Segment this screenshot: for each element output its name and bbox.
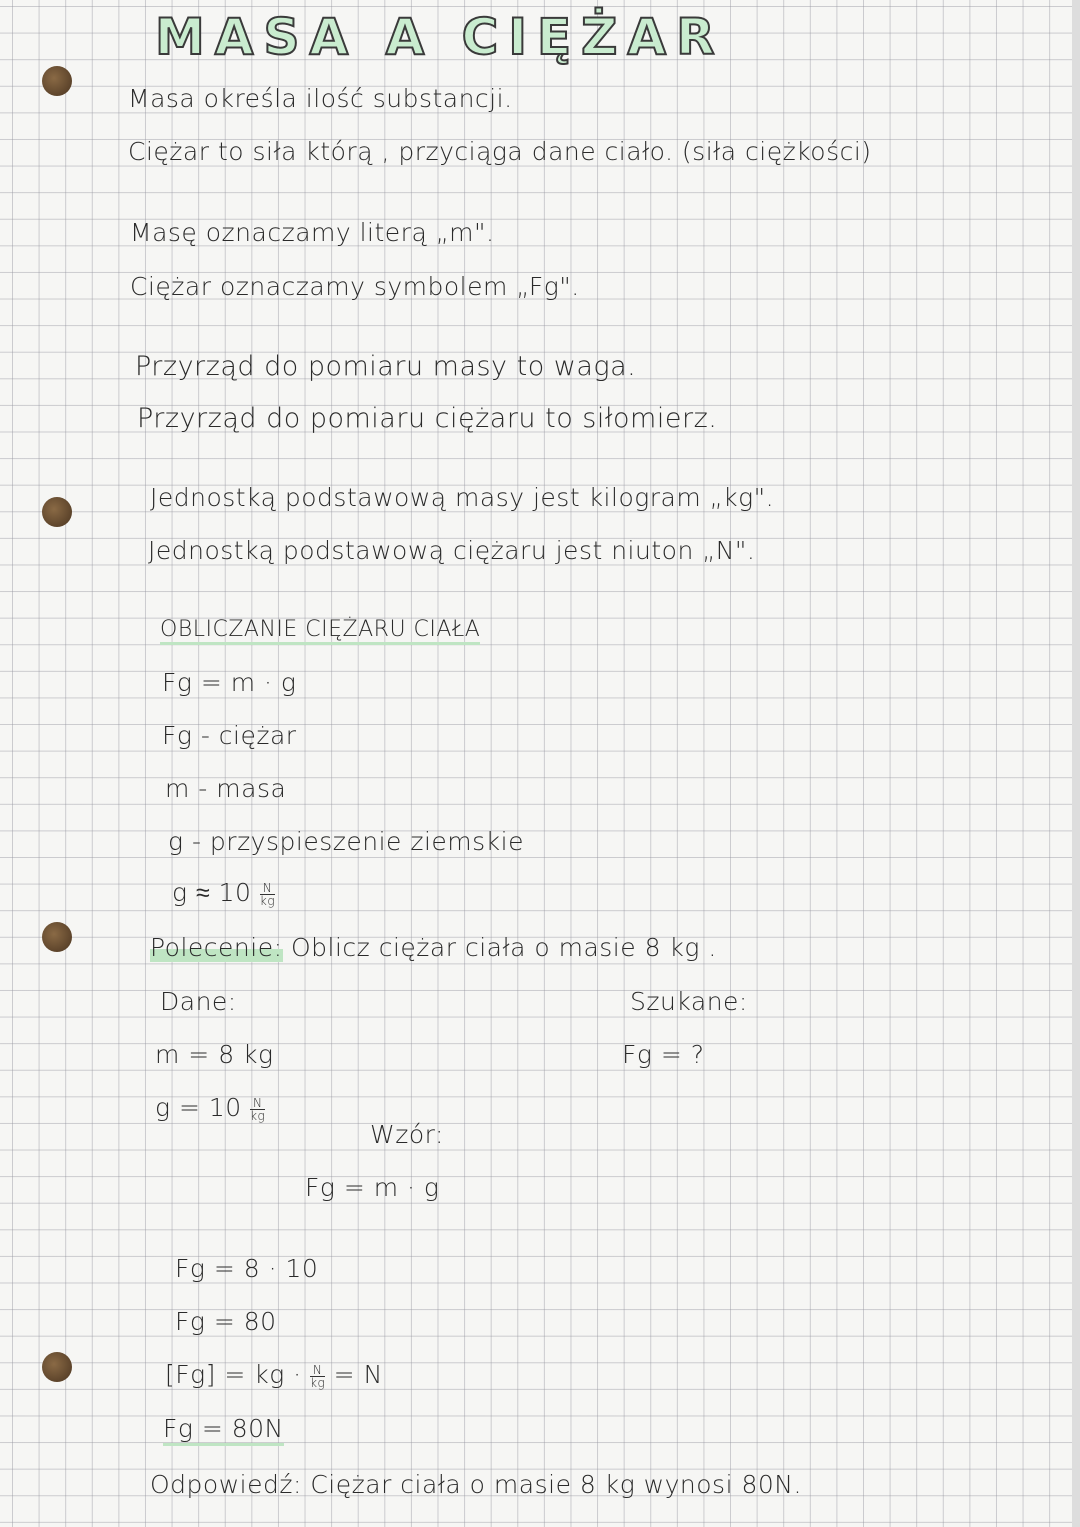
binder-hole [42, 66, 72, 96]
answer: Odpowiedź: Ciężar ciała o masie 8 kg wynosi 80N. [150, 1470, 802, 1499]
sought-label: Szukane: [630, 987, 748, 1016]
binder-hole [42, 922, 72, 952]
formula: Fg = m · g [162, 668, 297, 697]
binder-hole [42, 497, 72, 527]
calc-line: Fg = 80 [175, 1307, 277, 1336]
note-line: Przyrząd do pomiaru ciężaru to siłomierz. [137, 403, 718, 434]
note-line: Ciężar to siła którą , przyciąga dane ciało. (siła ciężkości) [128, 137, 872, 166]
note-line: Ciężar oznaczamy symbolem „Fg". [130, 272, 580, 301]
task-line: Polecenie: Oblicz ciężar ciała o masie 8 kg . [150, 933, 717, 962]
formula-label: Wzór: [370, 1120, 444, 1149]
sought: Fg = ? [622, 1040, 705, 1069]
definition: g - przyspieszenie ziemskie [168, 827, 524, 856]
page-title: MASA A CIĘŻAR [155, 8, 725, 66]
note-line: Jednostką podstawową masy jest kilogram „kg". [150, 483, 775, 512]
given-label: Dane: [160, 987, 237, 1016]
note-line: Masa określa ilość substancji. [128, 84, 513, 113]
task-label: Polecenie: [150, 933, 283, 962]
definition: m - masa [165, 774, 287, 803]
note-line: Przyrząd do pomiaru masy to waga. [135, 351, 637, 382]
definition: Fg - ciężar [162, 721, 297, 750]
section-heading: OBLICZANIE CIĘŻARU CIAŁA [160, 617, 480, 645]
page-edge [1072, 0, 1080, 1527]
binder-hole [42, 1352, 72, 1382]
g-value: g ≈ 10 $\frac{N}{kg}$ [172, 878, 276, 908]
result: Fg = 80N [163, 1414, 284, 1443]
units-calc: [Fg] = kg · $\frac{N}{kg}$ = N [165, 1360, 383, 1390]
given-m: m = 8 kg [155, 1040, 274, 1069]
note-line: Masę oznaczamy literą „m". [130, 218, 495, 247]
note-line: Jednostką podstawową ciężaru jest niuton „N". [148, 536, 756, 565]
calc-line: Fg = 8 · 10 [175, 1254, 319, 1283]
given-g: g = 10 $\frac{N}{kg}$ [155, 1093, 266, 1123]
formula: Fg = m · g [305, 1173, 440, 1202]
